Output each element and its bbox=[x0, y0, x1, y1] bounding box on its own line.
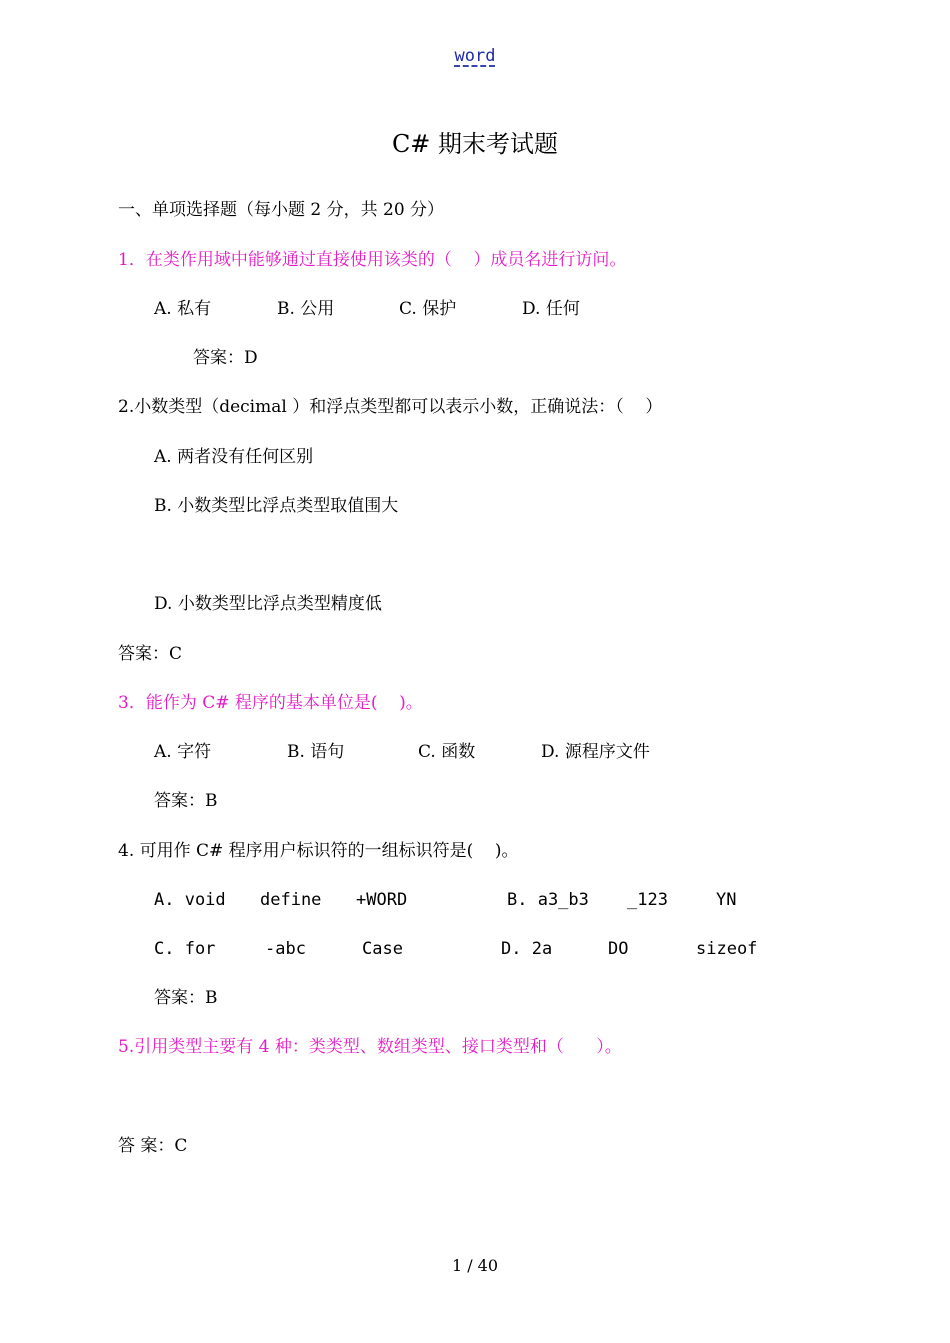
question-3-text: 3．能作为 C# 程序的基本单位是( )。 bbox=[118, 693, 423, 713]
question-4-option-d-2: DO bbox=[608, 939, 629, 959]
question-2-option-d: D. 小数类型比浮点类型精度低 bbox=[154, 594, 382, 614]
question-4-option-a-2: define bbox=[260, 890, 322, 910]
question-2-option-a: A. 两者没有任何区别 bbox=[154, 447, 314, 467]
question-4-option-c-1: C. for bbox=[154, 939, 216, 959]
question-4-option-b-3: YN bbox=[716, 890, 737, 910]
page-number: 1 / 40 bbox=[451, 1256, 499, 1275]
question-3-option-d: D. 源程序文件 bbox=[541, 742, 650, 762]
question-1-answer: 答案：D bbox=[193, 348, 258, 368]
question-1-option-c: C. 保护 bbox=[399, 299, 457, 319]
question-2-text: 2.小数类型（decimal ）和浮点类型都可以表示小数，正确说法：（ ） bbox=[118, 397, 663, 417]
question-4-option-d-1: D. 2a bbox=[501, 939, 553, 959]
question-4-option-b-2: _123 bbox=[627, 890, 668, 910]
question-4-option-a-3: +WORD bbox=[356, 890, 408, 910]
question-3-answer: 答案：B bbox=[154, 791, 218, 811]
question-1-option-b: B. 公用 bbox=[277, 299, 335, 319]
question-1-option-d: D. 任何 bbox=[522, 299, 580, 319]
question-5-text: 5.引用类型主要有 4 种：类类型、数组类型、接口类型和（ ）。 bbox=[118, 1037, 622, 1057]
question-3-option-b: B. 语句 bbox=[287, 742, 345, 762]
section-heading: 一、单项选择题（每小题 2 分，共 20 分） bbox=[118, 200, 445, 220]
question-4-text: 4. 可用作 C# 程序用户标识符的一组标识符是( )。 bbox=[118, 841, 519, 861]
question-1-text: 1．在类作用域中能够通过直接使用该类的（ ）成员名进行访问。 bbox=[118, 250, 627, 270]
question-3-option-c: C. 函数 bbox=[418, 742, 476, 762]
page-title: C# 期末考试题 bbox=[391, 130, 559, 158]
question-4-answer: 答案：B bbox=[154, 988, 218, 1008]
question-5-answer: 答 案：C bbox=[118, 1136, 188, 1156]
question-4-option-d-3: sizeof bbox=[696, 939, 758, 959]
question-1-option-a: A. 私有 bbox=[154, 299, 212, 319]
question-4-option-a-1: A. void bbox=[154, 890, 226, 910]
question-4-option-c-3: Case bbox=[362, 939, 403, 959]
question-3-option-a: A. 字符 bbox=[154, 742, 212, 762]
question-2-answer: 答案：C bbox=[118, 644, 183, 664]
question-4-option-c-2: -abc bbox=[265, 939, 306, 959]
question-2-option-b: B. 小数类型比浮点类型取值围大 bbox=[154, 496, 399, 516]
header-word-link[interactable]: word bbox=[454, 46, 496, 66]
question-4-option-b-1: B. a3_b3 bbox=[507, 890, 589, 910]
